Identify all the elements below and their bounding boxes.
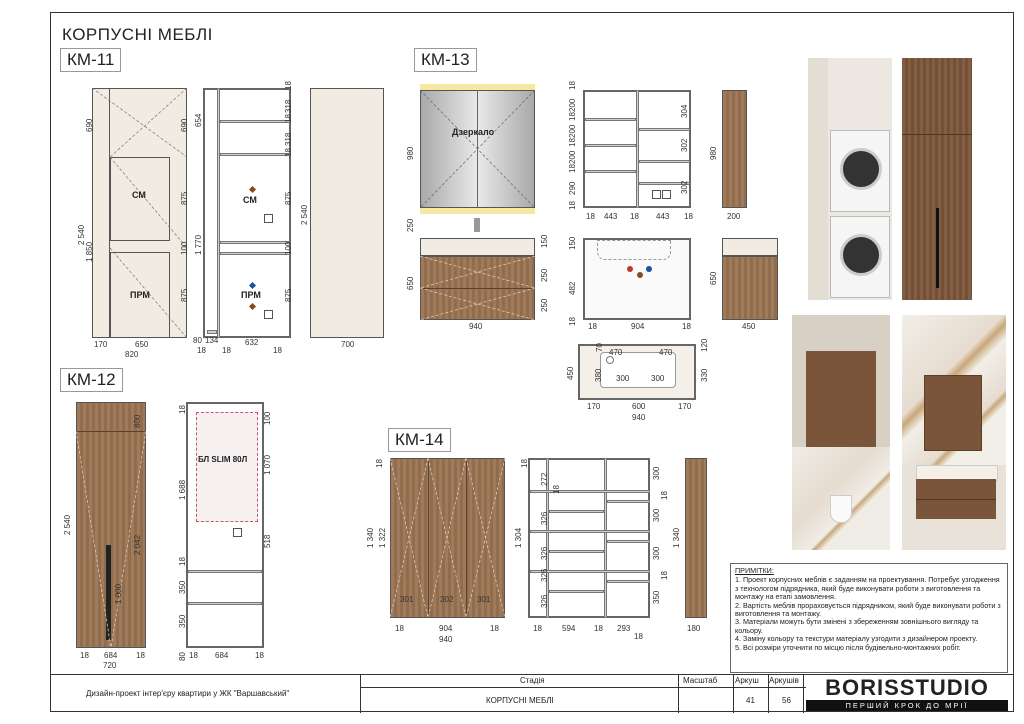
dim: 443 (656, 212, 670, 221)
washer-icon (840, 148, 882, 190)
outlet-icon (662, 190, 671, 199)
toilet-icon (830, 495, 852, 523)
label-km14: КМ-14 (388, 428, 451, 452)
note-item: 3. Матеріали можуть бути змінені з збереженням зовнішнього вигляду та кольору. (735, 617, 979, 635)
label-km12: КМ-12 (60, 368, 123, 392)
dim: 300 (652, 508, 661, 522)
dim: 250 (540, 268, 549, 282)
note-item: 2. Вартість меблів прораховується підрядником, який буде виконувати роботи з виготовлення та монтажу. (735, 600, 1001, 619)
dim: 326 (540, 546, 549, 560)
dim: 350 (178, 614, 187, 628)
outlet-icon (652, 190, 661, 199)
dim: 18 (178, 405, 187, 414)
dim: 150 (540, 234, 549, 248)
drawing-name: КОРПУСНІ МЕБЛІ (486, 696, 554, 705)
dim: 18 (568, 112, 577, 121)
label-km11: КМ-11 (60, 48, 121, 72)
dim: 18 (136, 651, 145, 660)
dim: 120 (700, 338, 709, 352)
dim: 70 (595, 343, 604, 352)
dim: 18 (222, 346, 231, 355)
brand-name: BORISSTUDIO (825, 675, 989, 700)
dim: 18 (395, 624, 404, 633)
dim: 170 (678, 402, 692, 411)
dim: 380 (594, 368, 603, 382)
dim: 875 (284, 288, 293, 302)
dim: 134 (205, 336, 219, 345)
hot-water-icon (627, 266, 633, 272)
dim: 654 (194, 113, 203, 127)
dim: 318 (284, 99, 293, 113)
dim: 18 (255, 651, 264, 660)
dim: 2 540 (63, 514, 72, 535)
dim: 18 (634, 632, 643, 641)
km11-side (310, 88, 384, 338)
dim: 302 (680, 138, 689, 152)
dim: 18 (552, 485, 561, 494)
dim: 690 (85, 118, 94, 132)
dim: 350 (178, 580, 187, 594)
dim: 18 (630, 212, 639, 221)
dim: 18 (273, 346, 282, 355)
dim: 18 (189, 651, 198, 660)
dim: 875 (180, 288, 189, 302)
km14-side (685, 458, 707, 618)
dim: 1 070 (263, 454, 272, 475)
dim: 100 (180, 241, 189, 255)
dim: 200 (568, 98, 577, 112)
dim: 330 (700, 368, 709, 382)
dim: 18 (568, 138, 577, 147)
dim: 518 (263, 534, 272, 548)
stage-header: Стадія (520, 676, 545, 685)
dim: 302 (680, 180, 689, 194)
render-laundry-open (808, 58, 892, 300)
dim: 18 (682, 322, 691, 331)
km13-vanity-dashes (420, 256, 535, 320)
dim: 1 770 (194, 234, 203, 255)
drain-hole-icon (606, 356, 614, 364)
km11-front-dashes (92, 88, 187, 338)
dim: 150 (568, 236, 577, 250)
outlet-icon (264, 310, 273, 319)
dim: 482 (568, 281, 577, 295)
dim: 18 (660, 571, 669, 580)
km12-fridge-label: БЛ SLIM 80Л (198, 455, 248, 464)
dim: 470 (659, 348, 673, 357)
dim: 684 (104, 651, 118, 660)
dim: 18 (80, 651, 89, 660)
dim: 301 (400, 595, 414, 604)
km13-mirror-dashes (420, 90, 535, 208)
km13-side (722, 90, 747, 208)
dim: 820 (125, 350, 139, 359)
dim: 100 (263, 411, 272, 425)
dim: 18 (568, 201, 577, 210)
dim: 18 (520, 459, 529, 468)
dim: 600 (632, 402, 646, 411)
dim: 200 (568, 150, 577, 164)
dim: 2 540 (300, 204, 309, 225)
scale-header: Масштаб (683, 676, 718, 685)
dim: 904 (631, 322, 645, 331)
dim: 302 (440, 595, 454, 604)
note-item: 1. Проект корпусних меблів є заданням на проектування. Потребує узгодження з технологом підрядника, який буде виконувати роботи з виготовлення та монтажу на етапі замовлення. (735, 575, 1000, 602)
km13-mirror-label: Дзеркало (452, 127, 495, 137)
dim: 18 (568, 81, 577, 90)
dim: 100 (284, 241, 293, 255)
dim: 470 (609, 348, 623, 357)
dim: 18 (568, 317, 577, 326)
sheets-header: Аркушів (769, 676, 799, 685)
cold-water-icon (646, 266, 652, 272)
dryer-icon (840, 234, 882, 276)
note-item: 5. Всі розміри уточнити по місцю після будівельно-монтажних робіт. (735, 642, 961, 652)
dim: 300 (652, 546, 661, 560)
dim: 18 (588, 322, 597, 331)
dim: 300 (652, 466, 661, 480)
render-wc (792, 315, 890, 550)
dim: 450 (566, 366, 575, 380)
dim: 326 (540, 594, 549, 608)
outlet-icon (233, 528, 242, 537)
brand-slogan: ПЕРШИЙ КРОК ДО МРІЇ (806, 700, 1008, 711)
dim: 170 (587, 402, 601, 411)
sheets-total: 56 (782, 696, 791, 705)
dim: 293 (617, 624, 631, 633)
km12-front-dashes (76, 402, 146, 648)
dim: 443 (604, 212, 618, 221)
handle-icon (936, 208, 939, 288)
page-title: КОРПУСНІ МЕБЛІ (62, 25, 213, 44)
dim: 18 (490, 624, 499, 633)
dim: 980 (709, 146, 718, 160)
render-laundry-closed (902, 58, 972, 300)
label-km13: КМ-13 (414, 48, 477, 72)
dim: 800 (133, 414, 142, 428)
dim: 594 (562, 624, 576, 633)
dim: 18 (284, 148, 293, 157)
dim: 690 (180, 118, 189, 132)
dim: 1 000 (114, 583, 123, 604)
dim: 632 (245, 338, 259, 347)
dim: 1 850 (85, 241, 94, 262)
dim: 301 (477, 595, 491, 604)
km11-inner-text-1: СМ (243, 195, 257, 205)
dim: 875 (180, 191, 189, 205)
dim: 18 (684, 212, 693, 221)
dim: 650 (135, 340, 149, 349)
dim: 904 (439, 624, 453, 633)
dim: 250 (540, 298, 549, 312)
dim: 1 688 (178, 479, 187, 500)
dim: 18 (284, 114, 293, 123)
sheet-number: 41 (746, 696, 755, 705)
dim: 18 (197, 346, 206, 355)
km14-front-dashes (390, 458, 505, 618)
dim: 318 (284, 132, 293, 146)
dim: 80 (193, 336, 202, 345)
dim: 1 340 (366, 527, 375, 548)
dim: 18 (533, 624, 542, 633)
dim: 2 540 (77, 224, 86, 245)
dim: 2 042 (133, 534, 142, 555)
dim: 272 (540, 472, 549, 486)
dim: 940 (632, 413, 646, 422)
dim: 650 (709, 271, 718, 285)
drain-icon (637, 272, 643, 278)
render-bathroom (902, 315, 1006, 550)
notes-title: ПРИМІТКИ: (735, 566, 774, 575)
km11-inner-text-2: ПРМ (241, 290, 261, 300)
dim: 650 (406, 276, 415, 290)
dim: 18 (586, 212, 595, 221)
faucet-icon (474, 218, 480, 232)
km11-front-text-1: СМ (132, 190, 146, 200)
dim: 18 (660, 491, 669, 500)
dim: 326 (540, 568, 549, 582)
dim: 684 (215, 651, 229, 660)
dim: 18 (375, 459, 384, 468)
note-item: 4. Заміну кольору та текстури матеріалу узгодити з дизайнером проекту. (735, 634, 978, 644)
dim: 940 (439, 635, 453, 644)
dim: 80 (178, 652, 187, 661)
dim: 450 (742, 322, 756, 331)
dim: 200 (727, 212, 741, 221)
sheet-header: Аркуш (735, 676, 759, 685)
dim: 300 (616, 374, 630, 383)
brand-logo (806, 676, 1008, 711)
dim: 940 (469, 322, 483, 331)
dim: 1 322 (378, 527, 387, 548)
dim: 250 (406, 218, 415, 232)
dim: 350 (652, 590, 661, 604)
dim: 300 (651, 374, 665, 383)
dim: 875 (284, 191, 293, 205)
notes-panel (730, 563, 1008, 673)
dim: 326 (540, 511, 549, 525)
dim: 180 (687, 624, 701, 633)
dim: 720 (103, 661, 117, 670)
dim: 18 (594, 624, 603, 633)
outlet-icon (264, 214, 273, 223)
dim: 980 (406, 146, 415, 160)
dim: 700 (341, 340, 355, 349)
dim: 1 304 (514, 527, 523, 548)
dim: 290 (568, 181, 577, 195)
dim: 18 (284, 81, 293, 90)
dim: 1 340 (672, 527, 681, 548)
dim: 304 (680, 104, 689, 118)
dim: 18 (568, 164, 577, 173)
dim: 18 (178, 557, 187, 566)
km12-fridge (196, 412, 258, 522)
dim: 200 (568, 124, 577, 138)
dim: 170 (94, 340, 108, 349)
km11-front-text-2: ПРМ (130, 290, 150, 300)
project-name: Дизайн-проект інтер'єру квартири у ЖК "Варшавський" (86, 689, 290, 698)
